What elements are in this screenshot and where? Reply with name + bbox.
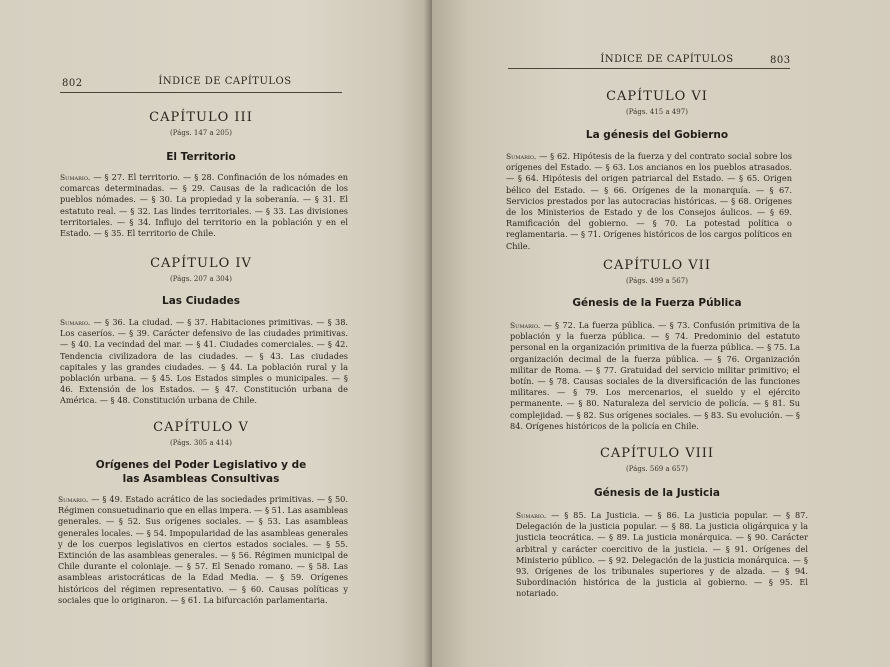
chapter-heading: CAPÍTULO IV <box>150 256 252 271</box>
chapter-pages: (Págs. 499 a 567) <box>626 277 688 285</box>
chapter-heading: CAPÍTULO VI <box>606 89 708 104</box>
running-head: ÍNDICE DE CAPÍTULOS <box>158 76 292 87</box>
summary-text: — § 27. El territorio. — § 28. Confinación de los nómades en comarcas determinadas. — § 29. Causas de la radicación de los pueblos nómades. — § 30. La propiedad y la soberanía. — § 31. El estatuto real. — § 32. Las lindes territoriales. — § 33. Las divisiones territoriales. — § 34. Influjo del territorio en la población y en el Estado. — § 35. El territorio de Chile. <box>60 172 348 239</box>
right-page <box>432 0 890 667</box>
chapter-pages: (Págs. 305 a 414) <box>170 439 232 447</box>
summary-text: — § 85. La Justicia. — § 86. La justicia popular. — § 87. Delegación de la justicia popular. — § 88. La justicia oligárquica y la justicia teocrática. — § 89. La justicia monárquica. — § 90. Carácter arbitral y carácter coercitivo de la justicia. — § 91. Orígenes del Ministerio público. — § 92. Delegación de la justicia monárquica. — § 93. Orígenes de los tribunales superiores y de alzada. — § 94. Subordinación histórica de la justicia al gobierno. — § 95. El notariado. <box>516 510 808 599</box>
chapter-title: Las Ciudades <box>162 295 240 307</box>
chapter-pages: (Págs. 569 a 657) <box>626 465 688 473</box>
chapter-pages: (Págs. 147 a 205) <box>170 129 232 137</box>
running-head: ÍNDICE DE CAPÍTULOS <box>600 54 734 65</box>
summary-label: Sumario. <box>510 321 541 330</box>
chapter-summary <box>516 510 808 600</box>
summary-label: Sumario. <box>516 511 547 520</box>
summary-text: — § 62. Hipótesis de la fuerza y del contrato social sobre los orígenes del Estado. — § 63. Los ancianos en los pueblos atrasados. — § 64. Hipótesis del origen patriarcal del Estado. — § 65. Origen bélico del Estado. — § 66. Orígenes de la monarquía. — § 67. Servicios prestados por las autocracias históricas. — § 68. Orígenes de los Ministerios de Estado y de los Consejos áulicos. — § 69. Ramificación del gobierno. — § 70. La potestad política o reglamentaria. — § 71. Orígenes históricos de los cargos políticos en Chile. <box>506 151 792 251</box>
chapter-title: Génesis de la Justicia <box>594 487 720 499</box>
summary-label: Sumario. <box>58 495 89 504</box>
chapter-title: Génesis de la Fuerza Pública <box>572 297 742 309</box>
summary-label: Sumario. <box>506 152 537 161</box>
chapter-heading: CAPÍTULO III <box>149 110 253 125</box>
summary-label: Sumario. <box>60 173 91 182</box>
header-rule <box>508 68 790 69</box>
header-rule <box>60 92 342 93</box>
left-page <box>0 0 432 667</box>
chapter-heading: CAPÍTULO VIII <box>599 446 715 461</box>
chapter-title: Orígenes del Poder Legislativo y de las Asambleas Consultivas <box>95 459 307 485</box>
summary-label: Sumario. <box>60 318 91 327</box>
page-number: 803 <box>770 55 791 66</box>
chapter-title: El Territorio <box>166 151 236 163</box>
chapter-summary <box>510 320 800 432</box>
chapter-summary <box>60 172 348 239</box>
chapter-summary <box>506 151 792 252</box>
chapter-summary <box>60 317 348 407</box>
summary-text: — § 72. La fuerza pública. — § 73. Confusión primitiva de la población y la fuerza pública. — § 74. Predominio del estatuto personal en la organización primitiva de la fuerza pública. — § 75. La organización decimal de la fuerza pública. — § 76. Organización militar de Roma. — § 77. Gratuidad del servicio militar primitivo; el botín. — § 78. Causas sociales de la diversificación de las funciones militares. — § 79. Los mercenarios, el sueldo y el ejército permanente. — § 80. Naturaleza del servicio de policía. — § 81. Su complejidad. — § 82. Sus orígenes sociales. — § 83. Su evolución. — § 84. Orígenes históricos de la policía en Chile. <box>510 320 800 431</box>
chapter-pages: (Págs. 415 a 497) <box>626 108 688 116</box>
page-number: 802 <box>62 78 83 89</box>
summary-text: — § 49. Estado acrático de las sociedades primitivas. — § 50. Régimen consuetudinario que en ellas impera. — § 51. Las asambleas generales. — § 52. Sus orígenes sociales. — § 53. Las asambleas generales locales. — § 54. Impopularidad de las asambleas generales y de los cuerpos legislativos en ciertos estados sociales. — § 55. Extinción de las asambleas generales. — § 56. Régimen municipal de Chile durante el coloniaje. — § 57. El Senado romano. — § 58. Las asambleas aristocráticas de la Edad Media. — § 59. Orígenes históricos del régimen representativo. — § 60. Causas políticas y sociales que lo originaron. — § 61. La bifurcación parlamentaria. <box>58 494 348 605</box>
chapter-summary <box>58 494 348 606</box>
chapter-heading: CAPÍTULO VII <box>603 258 711 273</box>
summary-text: — § 36. La ciudad. — § 37. Habitaciones primitivas. — § 38. Los caseríos. — § 39. Carácter defensivo de las ciudades primitivas. — § 40. La vecindad del mar. — § 41. Ciudades comerciales. — § 42. Tendencia civilizadora de las ciudades. — § 43. Las ciudades capitales y las grandes ciudades. — § 44. La población rural y la población urbana. — § 45. Los Estados simples o municipales. — § 46. Extensión de los Estados. — § 47. Constitución urbana de América. — § 48. Constitución urbana de Chile. <box>60 317 349 406</box>
chapter-title: La génesis del Gobierno <box>585 129 729 141</box>
chapter-heading: CAPÍTULO V <box>153 420 249 435</box>
chapter-pages: (Págs. 207 a 304) <box>170 275 232 283</box>
